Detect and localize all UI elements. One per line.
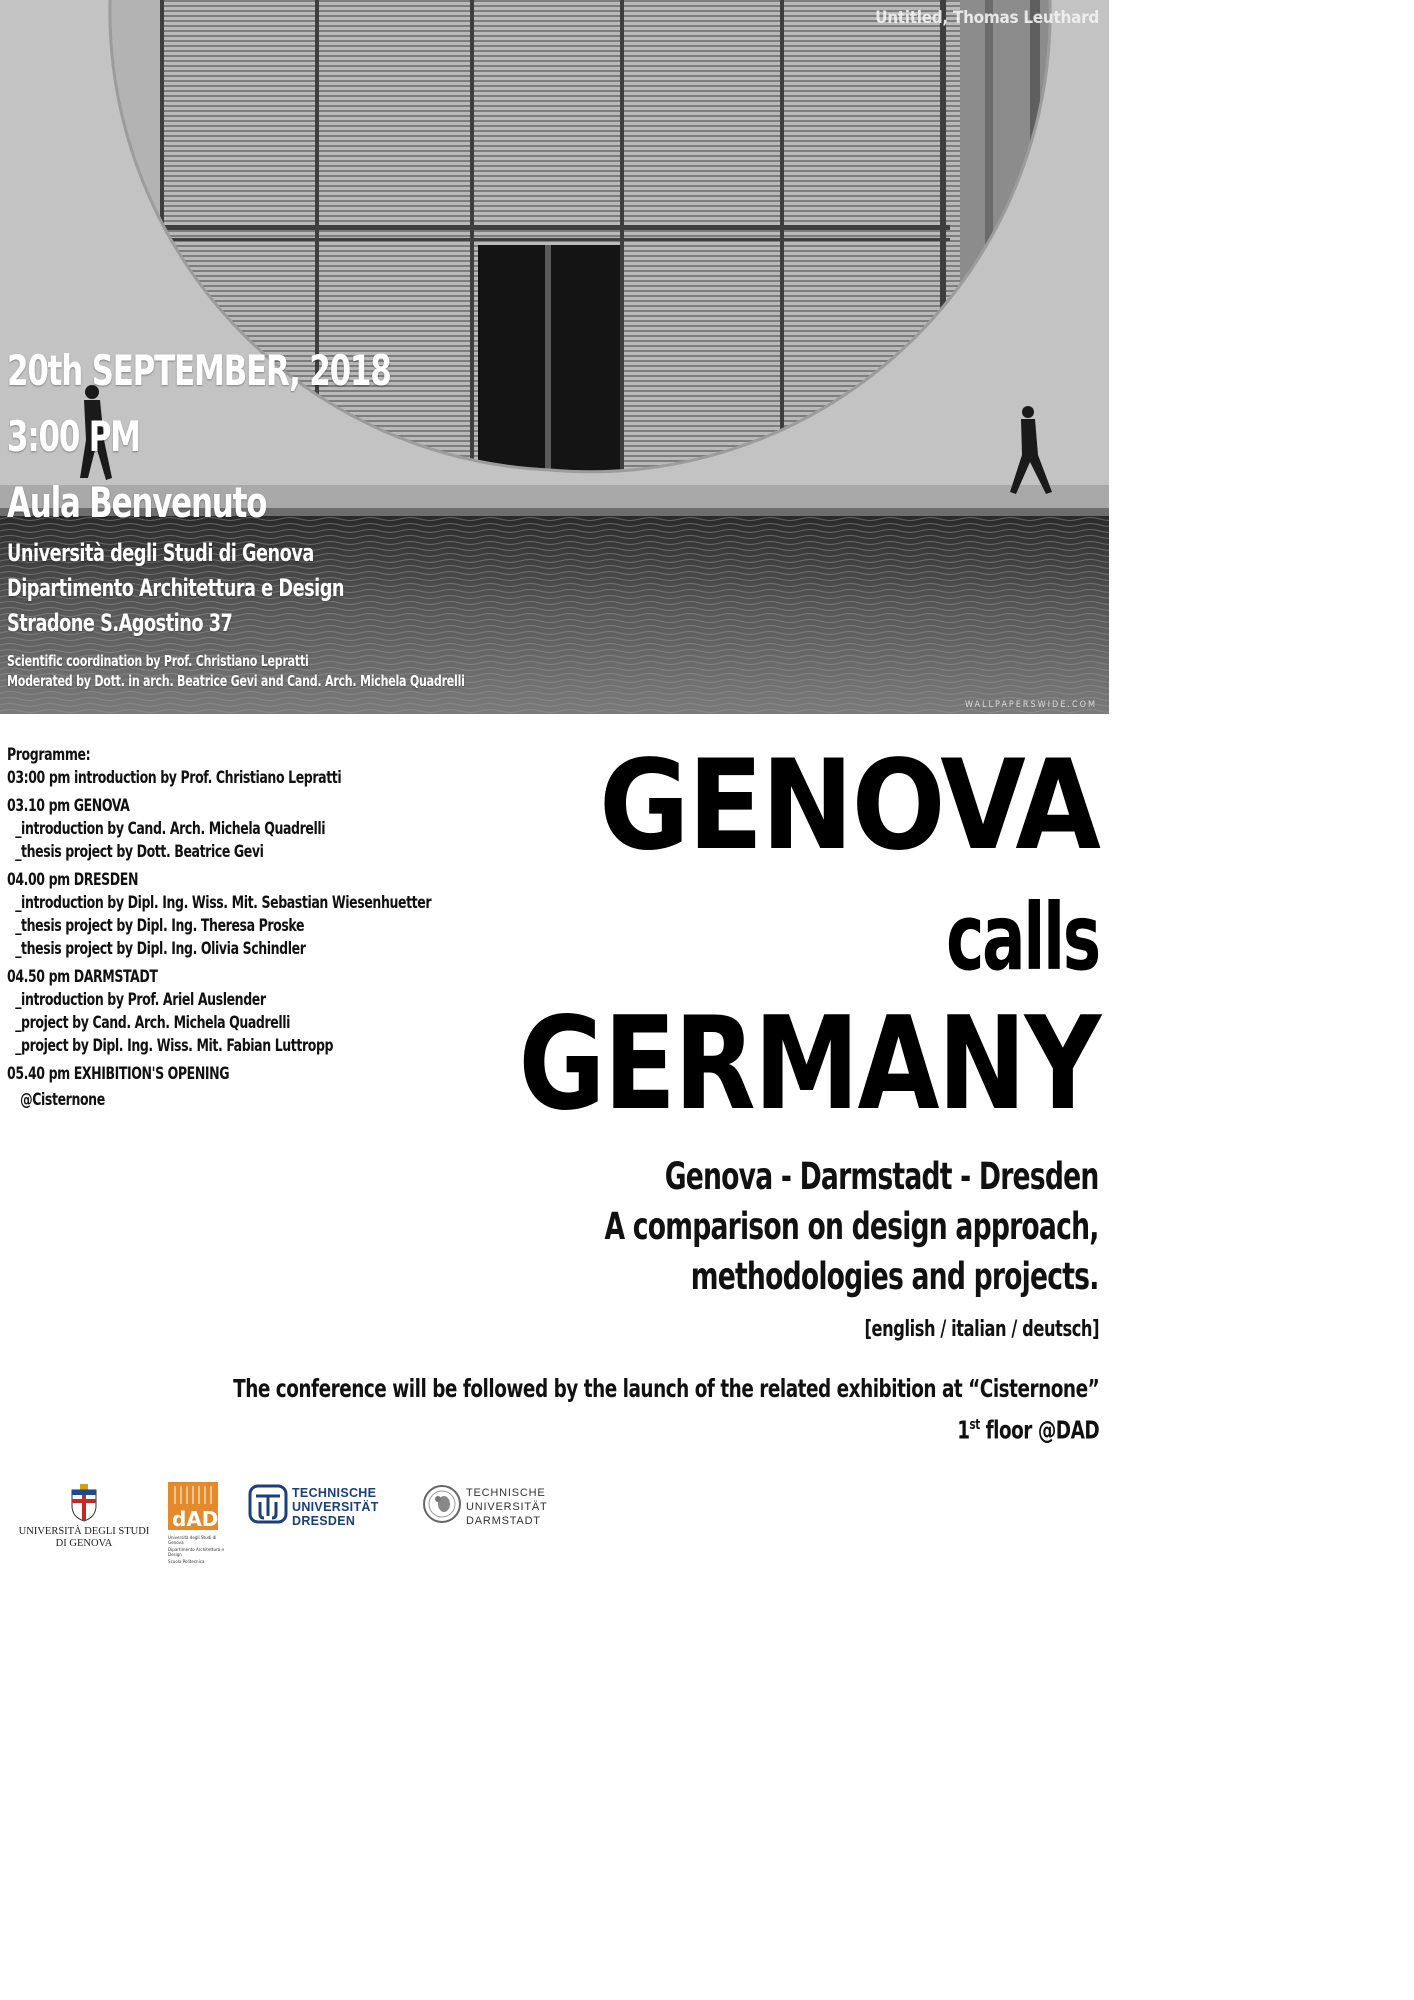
programme-item: _introduction by Cand. Arch. Michela Quadrelli <box>15 819 326 839</box>
headline-germany: GERMANY <box>518 990 1099 1139</box>
programme-item: _thesis project by Dott. Beatrice Gevi <box>15 842 264 862</box>
unige-text-1: UNIVERSITÀ DEGLI STUDI <box>18 1526 150 1537</box>
address-line: Stradone S.Agostino 37 <box>7 609 233 637</box>
programme <box>7 744 487 1112</box>
tu-darmstadt-text: TECHNISCHE UNIVERSITÄT DARMSTADT <box>466 1487 548 1527</box>
address-line: Dipartimento Architettura e Design <box>7 574 345 602</box>
programme-item: _introduction by Dipl. Ing. Wiss. Mit. Sebastian Wiesenhuetter <box>15 893 432 913</box>
programme-session-title: 03.10 pm GENOVA <box>7 796 130 816</box>
programme-item: _project by Cand. Arch. Michela Quadrelli <box>15 1013 291 1033</box>
dad-small-2: Dipartimento Architettura e Design <box>168 1548 225 1558</box>
programme-darmstadt <box>7 966 487 1058</box>
programme-session-title: 04.50 pm DARMSTADT <box>7 967 158 987</box>
tu-darmstadt-logo <box>422 1484 548 1528</box>
dad-logo <box>168 1482 226 1565</box>
programme-dresden <box>7 869 487 961</box>
programme-item: _project by Dipl. Ing. Wiss. Mit. Fabian Luttropp <box>15 1036 334 1056</box>
programme-session-title: 04.00 pm DRESDEN <box>7 870 139 890</box>
exhibition-note-line2: 1st floor @DAD <box>956 1415 1099 1445</box>
header-photo <box>0 0 1109 714</box>
exhibition-note-line1: The conference will be followed by the launch of the related exhibition at “Cisternone” <box>232 1374 1099 1403</box>
photo-watermark: WALLPAPERSWIDE.COM <box>964 700 1097 710</box>
programme-genova <box>7 795 487 864</box>
unige-text-2: DI GENOVA <box>55 1538 113 1549</box>
tagline-line2: methodologies and projects. <box>691 1255 1099 1298</box>
exhibition-note <box>43 1371 1099 1448</box>
logo-bar <box>0 1470 1109 1568</box>
programme-heading: Programme: <box>7 745 91 765</box>
event-details <box>7 338 565 691</box>
languages: [english / italian / deutsch] <box>864 1317 1099 1342</box>
programme-intro: 03:00 pm introduction by Prof. Christiano Lepratti <box>7 768 342 788</box>
programme-venue: @Cisternone <box>20 1090 105 1110</box>
photo-credit: Untitled, Thomas Leuthard <box>875 8 1099 28</box>
scientific-coordination: Scientific coordination by Prof. Christiano Lepratti <box>7 652 309 670</box>
unige-logo <box>18 1484 150 1550</box>
dad-small-1: Università degli Studi di Genova <box>168 1536 217 1546</box>
tu-dresden-logo <box>248 1484 379 1528</box>
headline-genova: GENOVA <box>599 734 1099 878</box>
headline-calls: calls <box>946 884 1099 991</box>
tagline <box>481 1152 1099 1302</box>
tu-darmstadt-seal-icon <box>422 1484 462 1524</box>
programme-exhibition <box>7 1063 487 1112</box>
tu-dresden-mark-icon <box>248 1484 288 1524</box>
programme-session-title: 05.40 pm EXHIBITION'S OPENING <box>7 1064 230 1084</box>
event-time: 3:00 PM <box>7 412 140 461</box>
programme-item: _introduction by Prof. Ariel Auslender <box>15 990 266 1010</box>
programme-item: _thesis project by Dipl. Ing. Theresa Proske <box>15 916 305 936</box>
dad-mark-icon <box>168 1482 218 1530</box>
tagline-line1: A comparison on design approach, <box>604 1205 1099 1248</box>
tu-dresden-text: TECHNISCHE UNIVERSITÄT DRESDEN <box>292 1486 379 1528</box>
programme-item: _thesis project by Dipl. Ing. Olivia Schindler <box>15 939 306 959</box>
dad-small-3: Scuola Politecnica <box>168 1560 205 1565</box>
event-date: 20th SEPTEMBER, 2018 <box>7 346 391 395</box>
unige-crest-icon <box>69 1484 99 1522</box>
svg-text:dAD: dAD <box>172 1507 218 1530</box>
event-room: Aula Benvenuto <box>7 478 267 527</box>
moderators: Moderated by Dott. in arch. Beatrice Gevi and Cand. Arch. Michela Quadrelli <box>7 672 465 690</box>
address-line: Università degli Studi di Genova <box>7 539 314 567</box>
tagline-cities: Genova - Darmstadt - Dresden <box>665 1155 1099 1198</box>
